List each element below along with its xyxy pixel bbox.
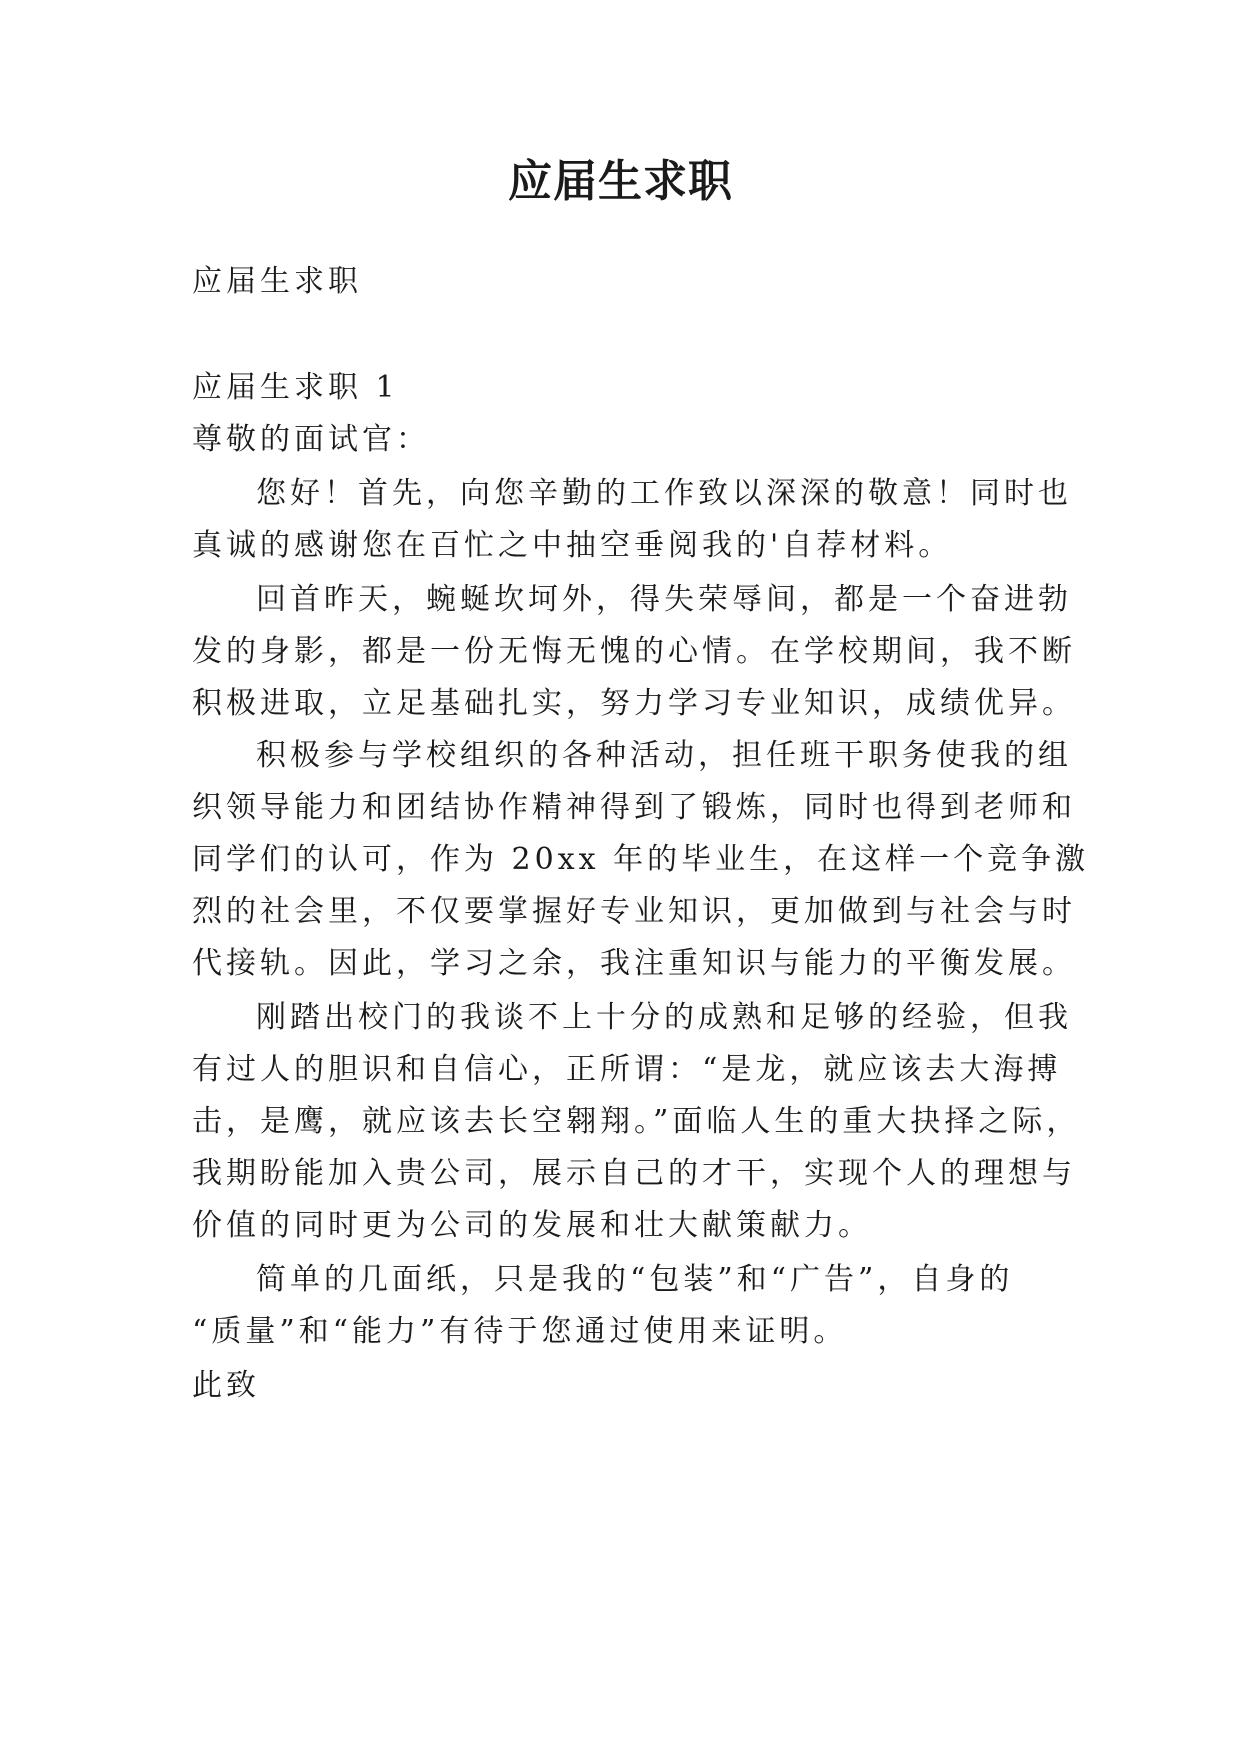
closing: 此致 xyxy=(192,1368,260,1403)
body-line: 织领导能力和团结协作精神得到了锻炼，同时也得到老师和 xyxy=(192,790,1076,825)
body-line: 真诚的感谢您在百忙之中抽空垂阅我的'自荐材料。 xyxy=(192,528,953,563)
section-heading: 应届生求职 1 xyxy=(192,370,399,405)
body-line: 回首昨天，蜿蜒坎坷外，得失荣辱间，都是一个奋进勃 xyxy=(256,582,1072,617)
document-subtitle: 应届生求职 xyxy=(192,264,362,299)
body-line: “质量”和“能力”有待于您通过使用来证明。 xyxy=(192,1314,848,1349)
body-line: 烈的社会里，不仅要掌握好专业知识，更加做到与社会与时 xyxy=(192,894,1076,929)
body-line: 价值的同时更为公司的发展和壮大献策献力。 xyxy=(192,1208,872,1243)
body-line: 有过人的胆识和自信心，正所谓：“是龙，就应该去大海搏 xyxy=(192,1052,1062,1087)
body-line: 积极参与学校组织的各种活动，担任班干职务使我的组 xyxy=(256,738,1072,773)
body-line: 代接轨。因此，学习之余，我注重知识与能力的平衡发展。 xyxy=(192,946,1076,981)
body-line: 积极进取，立足基础扎实，努力学习专业知识，成绩优异。 xyxy=(192,686,1076,721)
body-line: 我期盼能加入贵公司，展示自己的才干，实现个人的理想与 xyxy=(192,1156,1076,1191)
document-title: 应届生求职 xyxy=(508,156,733,207)
salutation: 尊敬的面试官： xyxy=(192,422,430,457)
body-line: 同学们的认可，作为 20xx 年的毕业生，在这样一个竞争激 xyxy=(192,842,1090,877)
body-line: 击，是鹰，就应该去长空翱翔。”面临人生的重大抉择之际， xyxy=(192,1104,1081,1139)
body-line: 您好！首先，向您辛勤的工作致以深深的敬意！同时也 xyxy=(256,476,1072,511)
body-line: 简单的几面纸，只是我的“包装”和“广告”，自身的 xyxy=(256,1262,1014,1297)
body-line: 刚踏出校门的我谈不上十分的成熟和足够的经验，但我 xyxy=(256,1000,1072,1035)
body-line: 发的身影，都是一份无悔无愧的心情。在学校期间，我不断 xyxy=(192,634,1076,669)
